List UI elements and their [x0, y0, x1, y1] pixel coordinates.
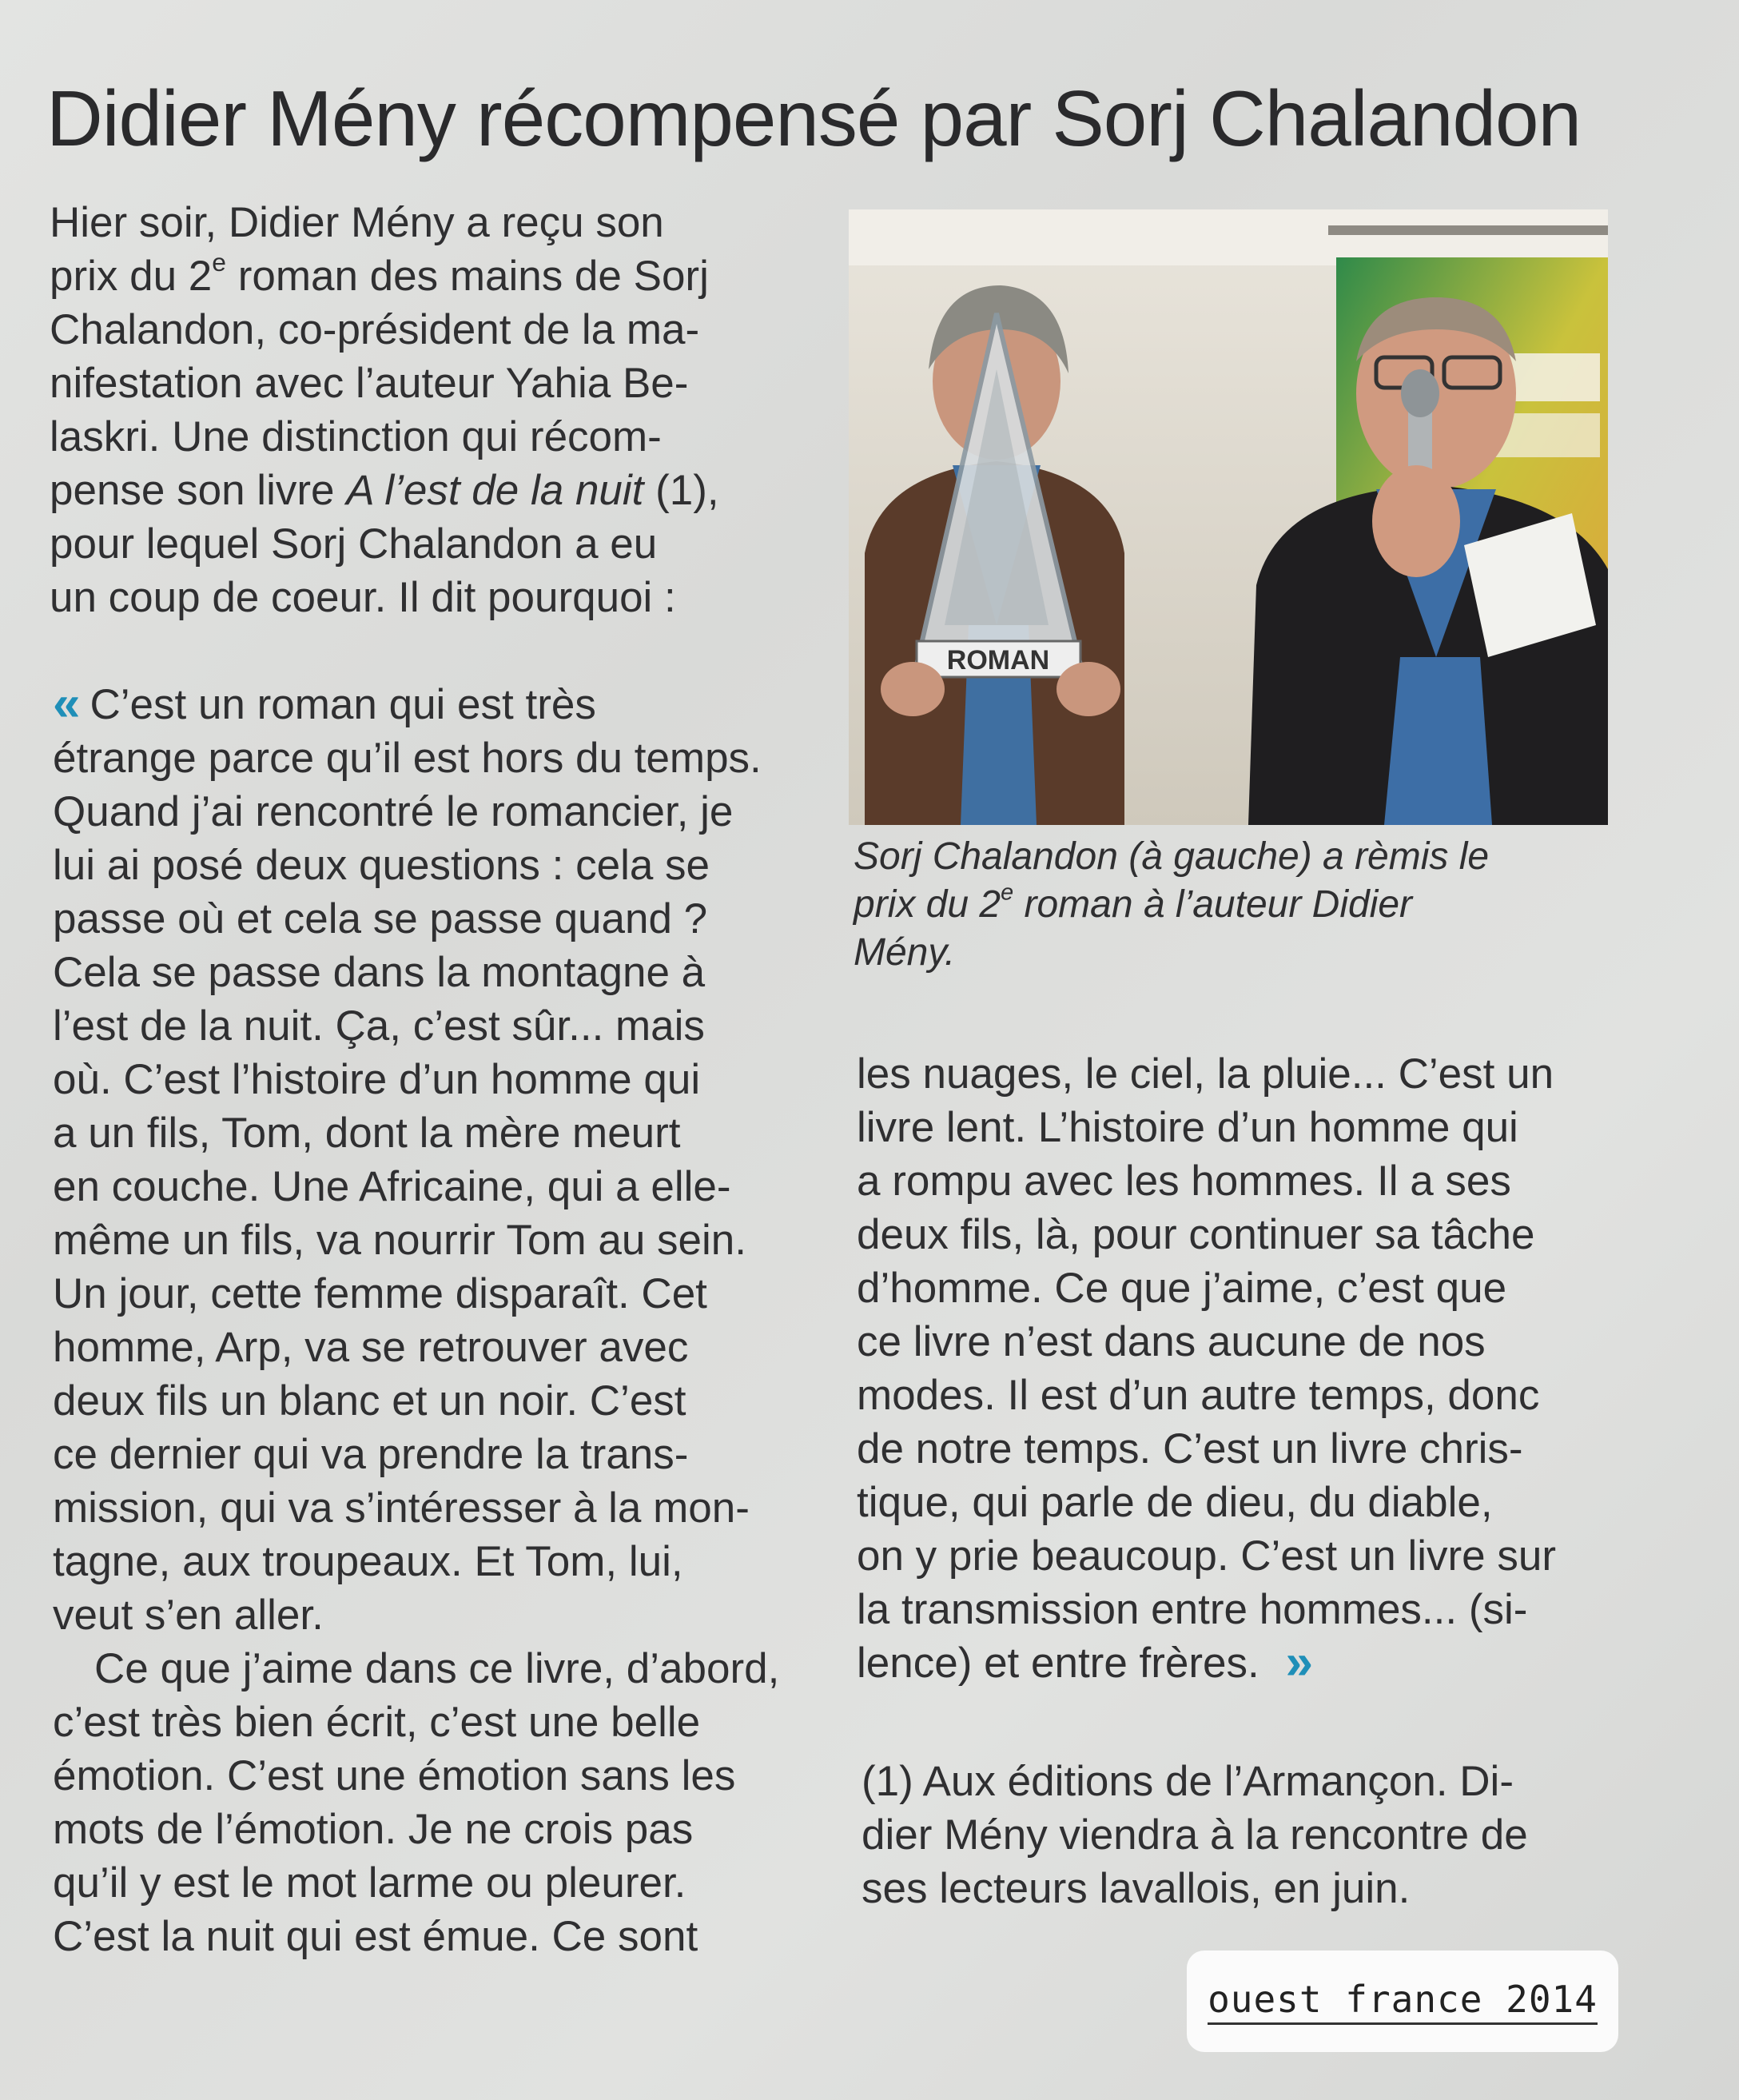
- award-ceremony-photo: [849, 209, 1608, 825]
- quote-line: « C’est un roman qui est très: [53, 676, 596, 731]
- quote-open-icon: «: [53, 676, 76, 731]
- quote-line: Quand j’ai rencontré le romancier, je: [53, 788, 734, 835]
- quote-line: tagne, aux troupeaux. Et Tom, lui,: [53, 1538, 683, 1585]
- quote-line: en couche. Une Africaine, qui a elle-: [53, 1163, 731, 1210]
- quote-line: ce dernier qui va prendre la trans-: [53, 1431, 689, 1478]
- photo-caption: [854, 833, 1605, 977]
- quote-line: où. C’est l’histoire d’un homme qui: [53, 1056, 701, 1103]
- intro-line: Hier soir, Didier Mény a reçu son: [50, 199, 664, 246]
- quote-line: mission, qui va s’intéresser à la mon-: [53, 1484, 750, 1532]
- quote-line: deux fils un blanc et un noir. C’est: [53, 1377, 686, 1425]
- quote-line: livre lent. L’histoire d’un homme qui: [857, 1104, 1518, 1151]
- quote-line: ce livre n’est dans aucune de nos: [857, 1318, 1486, 1365]
- intro-line: nifestation avec l’auteur Yahia Be-: [50, 360, 689, 407]
- quote-line: veut s’en aller.: [53, 1592, 324, 1639]
- trophy-sign-text: ROMAN: [946, 645, 1050, 675]
- quote-line: Un jour, cette femme disparaît. Cet: [53, 1270, 707, 1317]
- quote-line: C’est la nuit qui est émue. Ce sont: [53, 1913, 698, 1960]
- quote-line: Cela se passe dans la montagne à: [53, 949, 706, 996]
- quote-line: d’homme. Ce que j’aime, c’est que: [857, 1265, 1507, 1312]
- article-headline: Didier Mény récompensé par Sorj Chalandon: [46, 74, 1582, 162]
- quote-line: lence) et entre frères. »: [857, 1635, 1308, 1690]
- quote-column-left: [53, 678, 802, 1963]
- quote-line: homme, Arp, va se retrouver avec: [53, 1324, 689, 1371]
- quote-line: Ce que j’aime dans ce livre, d’abord,: [94, 1645, 780, 1692]
- footnote-line: ses lecteurs lavallois, en juin.: [862, 1865, 1411, 1912]
- intro-line: Chalandon, co-président de la ma-: [50, 306, 700, 353]
- quote-line: l’est de la nuit. Ça, c’est sûr... mais: [53, 1002, 705, 1050]
- quote-line: étrange parce qu’il est hors du temps.: [53, 735, 762, 782]
- article-photo: [849, 209, 1608, 825]
- quote-line: on y prie beaucoup. C’est un livre sur: [857, 1532, 1556, 1580]
- intro-line: pour lequel Sorj Chalandon a eu: [50, 520, 658, 568]
- intro-line: prix du 2e roman des mains de Sorj: [50, 248, 709, 300]
- source-label: [1187, 1951, 1618, 2052]
- intro-line: un coup de coeur. Il dit pourquoi :: [50, 574, 676, 621]
- footnote-line: (1) Aux éditions de l’Armançon. Di-: [862, 1758, 1514, 1805]
- quote-line: de notre temps. C’est un livre chris-: [857, 1425, 1523, 1472]
- quote-column-right: [857, 1047, 1619, 1690]
- intro-line: pense son livre A l’est de la nuit (1),: [50, 467, 719, 514]
- intro-line: laskri. Une distinction qui récom-: [50, 413, 662, 460]
- article-footnote: [862, 1755, 1624, 1915]
- quote-line: même un fils, va nourrir Tom au sein.: [53, 1217, 746, 1264]
- quote-line: lui ai posé deux questions : cela se: [53, 842, 710, 889]
- source-label-text: ouest france 2014: [1208, 1978, 1598, 2025]
- quote-line: a rompu avec les hommes. Il a ses: [857, 1158, 1511, 1205]
- quote-line: a un fils, Tom, dont la mère meurt: [53, 1110, 681, 1157]
- caption-line: Mény.: [854, 931, 956, 974]
- quote-line: mots de l’émotion. Je ne crois pas: [53, 1806, 694, 1853]
- quote-line: tique, qui parle de dieu, du diable,: [857, 1479, 1493, 1526]
- quote-line: passe où et cela se passe quand ?: [53, 895, 708, 942]
- quote-line: qu’il y est le mot larme ou pleurer.: [53, 1859, 686, 1907]
- quote-line: les nuages, le ciel, la pluie... C’est un: [857, 1050, 1554, 1098]
- quote-line: deux fils, là, pour continuer sa tâche: [857, 1211, 1535, 1258]
- caption-line: Sorj Chalandon (à gauche) a rèmis le: [854, 835, 1490, 878]
- caption-line: prix du 2e roman à l’auteur Didier: [854, 879, 1413, 926]
- quote-line: la transmission entre hommes... (si-: [857, 1586, 1528, 1633]
- quote-line: c’est très bien écrit, c’est une belle: [53, 1699, 701, 1746]
- footnote-line: dier Mény viendra à la rencontre de: [862, 1811, 1528, 1859]
- quote-line: modes. Il est d’un autre temps, donc: [857, 1372, 1540, 1419]
- quote-close-icon: »: [1285, 1635, 1308, 1690]
- quote-line: émotion. C’est une émotion sans les: [53, 1752, 736, 1799]
- article-intro: [50, 196, 791, 624]
